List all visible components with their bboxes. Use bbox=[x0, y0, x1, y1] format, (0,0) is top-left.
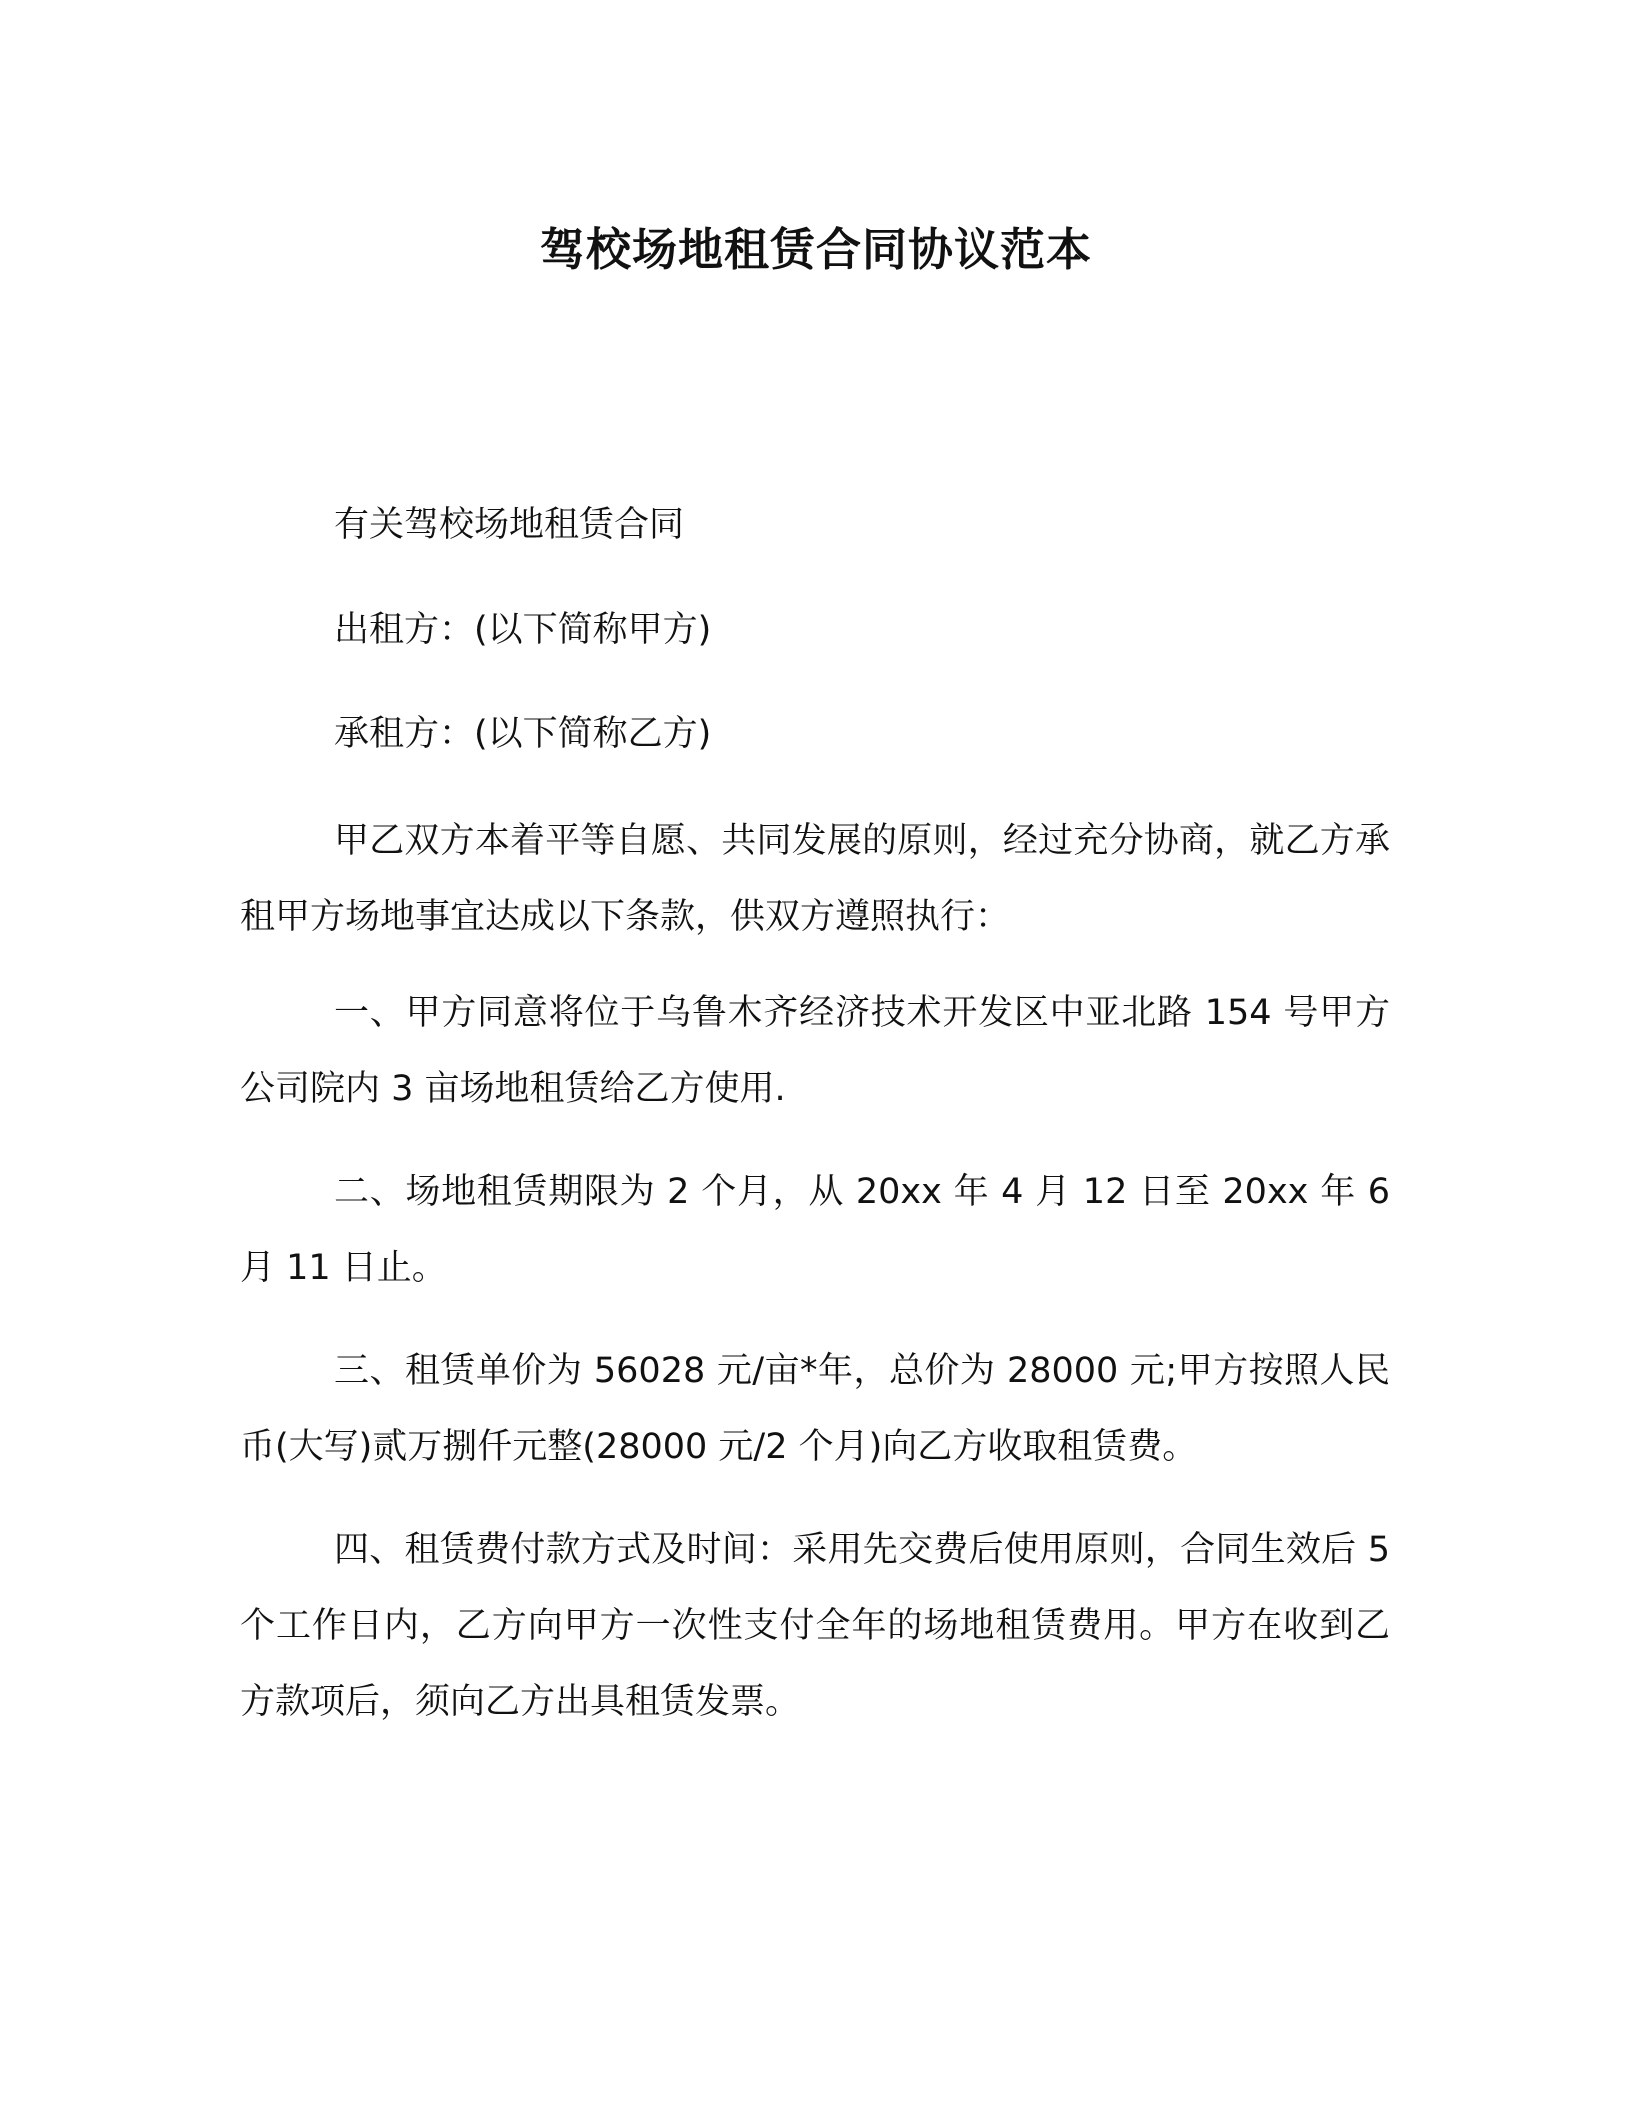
paragraph-preface: 甲乙双方本着平等自愿、共同发展的原则，经过充分协商，就乙方承租甲方场地事宜达成以下条款，供双方遵照执行： bbox=[240, 821, 1390, 937]
document-title: 驾校场地租赁合同协议范本 bbox=[539, 223, 1092, 276]
paragraph-clause-3: 三、租赁单价为 56028 元/亩*年，总价为 28000 元;甲方按照人民币(大写)贰万捌仟元整(28000 元/2 个月)向乙方收取租赁费。 bbox=[240, 1351, 1390, 1467]
paragraph-lessee: 承租方：(以下简称乙方) bbox=[334, 714, 712, 754]
paragraph-clause-2: 二、场地租赁期限为 2 个月，从 20xx 年 4 月 12 日至 20xx 年 6 月 11 日止。 bbox=[240, 1172, 1390, 1288]
paragraph-intro: 有关驾校场地租赁合同 bbox=[334, 505, 685, 545]
paragraph-clause-1: 一、甲方同意将位于乌鲁木齐经济技术开发区中亚北路 154 号甲方公司院内 3 亩场地租赁给乙方使用. bbox=[240, 993, 1390, 1109]
paragraph-lessor: 出租方：(以下简称甲方) bbox=[334, 610, 712, 650]
paragraph-clause-4: 四、租赁费付款方式及时间：采用先交费后使用原则，合同生效后 5 个工作日内，乙方向甲方一次性支付全年的场地租赁费用。甲方在收到乙方款项后，须向乙方出具租赁发票。 bbox=[240, 1530, 1390, 1722]
